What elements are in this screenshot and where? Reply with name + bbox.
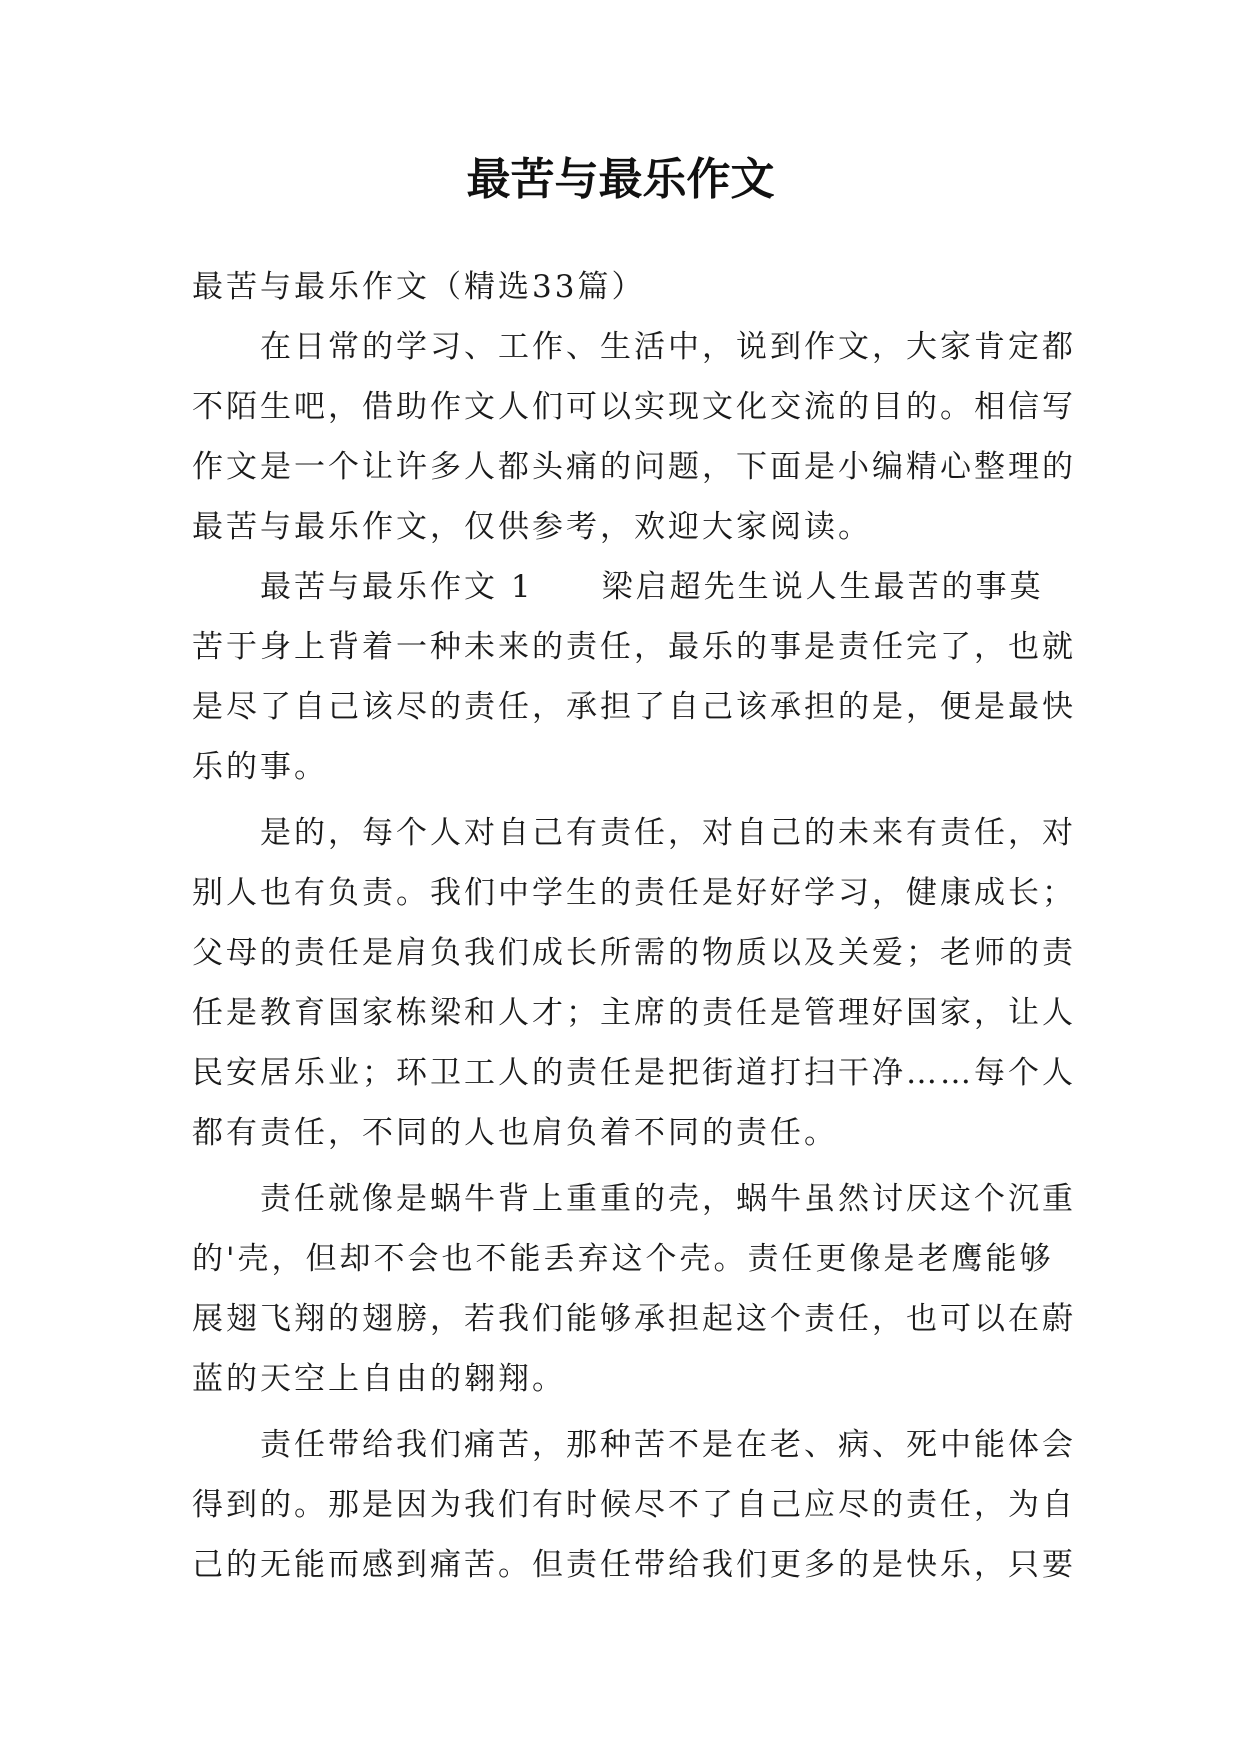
text-line: 乐的事。 <box>192 749 328 785</box>
text-line: 都有责任，不同的人也肩负着不同的责任。 <box>192 1115 838 1151</box>
document-body <box>192 257 1076 1595</box>
text-line: 展翅飞翔的翅膀，若我们能够承担起这个责任，也可以在蔚 <box>192 1301 1076 1337</box>
text-line: 蓝的天空上自由的翱翔。 <box>192 1361 566 1397</box>
text-line: 得到的。那是因为我们有时候尽不了自己应尽的责任，为自 <box>192 1487 1076 1523</box>
text-line: 作文是一个让许多人都头痛的问题，下面是小编精心整理的 <box>192 449 1076 485</box>
text-line: 不陌生吧，借助作文人们可以实现文化交流的目的。相信写 <box>192 389 1076 425</box>
text-line: 苦于身上背着一种未来的责任，最乐的事是责任完了，也就 <box>192 629 1076 665</box>
document-title: 最苦与最乐作文 <box>466 154 775 205</box>
text-line: 父母的责任是肩负我们成长所需的物质以及关爱；老师的责 <box>192 935 1076 971</box>
text-line: 责任就像是蜗牛背上重重的壳，蜗牛虽然讨厌这个沉重 <box>192 1181 1076 1217</box>
text-line: 是的，每个人对自己有责任，对自己的未来有责任，对 <box>192 815 1076 851</box>
text-line: 责任带给我们痛苦，那种苦不是在老、病、死中能体会 <box>192 1427 1076 1463</box>
text-line: 最苦与最乐作文，仅供参考，欢迎大家阅读。 <box>192 509 872 545</box>
text-line: 己的无能而感到痛苦。但责任带给我们更多的是快乐，只要 <box>192 1547 1076 1583</box>
text-line: 别人也有负责。我们中学生的责任是好好学习，健康成长； <box>192 875 1076 911</box>
text-line: 的'壳，但却不会也不能丢弃这个壳。责任更像是老鹰能够 <box>192 1241 1054 1277</box>
text-line: 最苦与最乐作文 1 梁启超先生说人生最苦的事莫 <box>192 569 1044 605</box>
text-line: 任是教育国家栋梁和人才；主席的责任是管理好国家，让人 <box>192 995 1076 1031</box>
text-line: 是尽了自己该尽的责任，承担了自己该承担的是，便是最快 <box>192 689 1076 725</box>
subtitle-line: 最苦与最乐作文（精选33篇） <box>192 269 646 305</box>
text-line: 民安居乐业；环卫工人的责任是把街道打扫干净……每个人 <box>192 1055 1076 1091</box>
text-line: 在日常的学习、工作、生活中，说到作文，大家肯定都 <box>192 329 1076 365</box>
